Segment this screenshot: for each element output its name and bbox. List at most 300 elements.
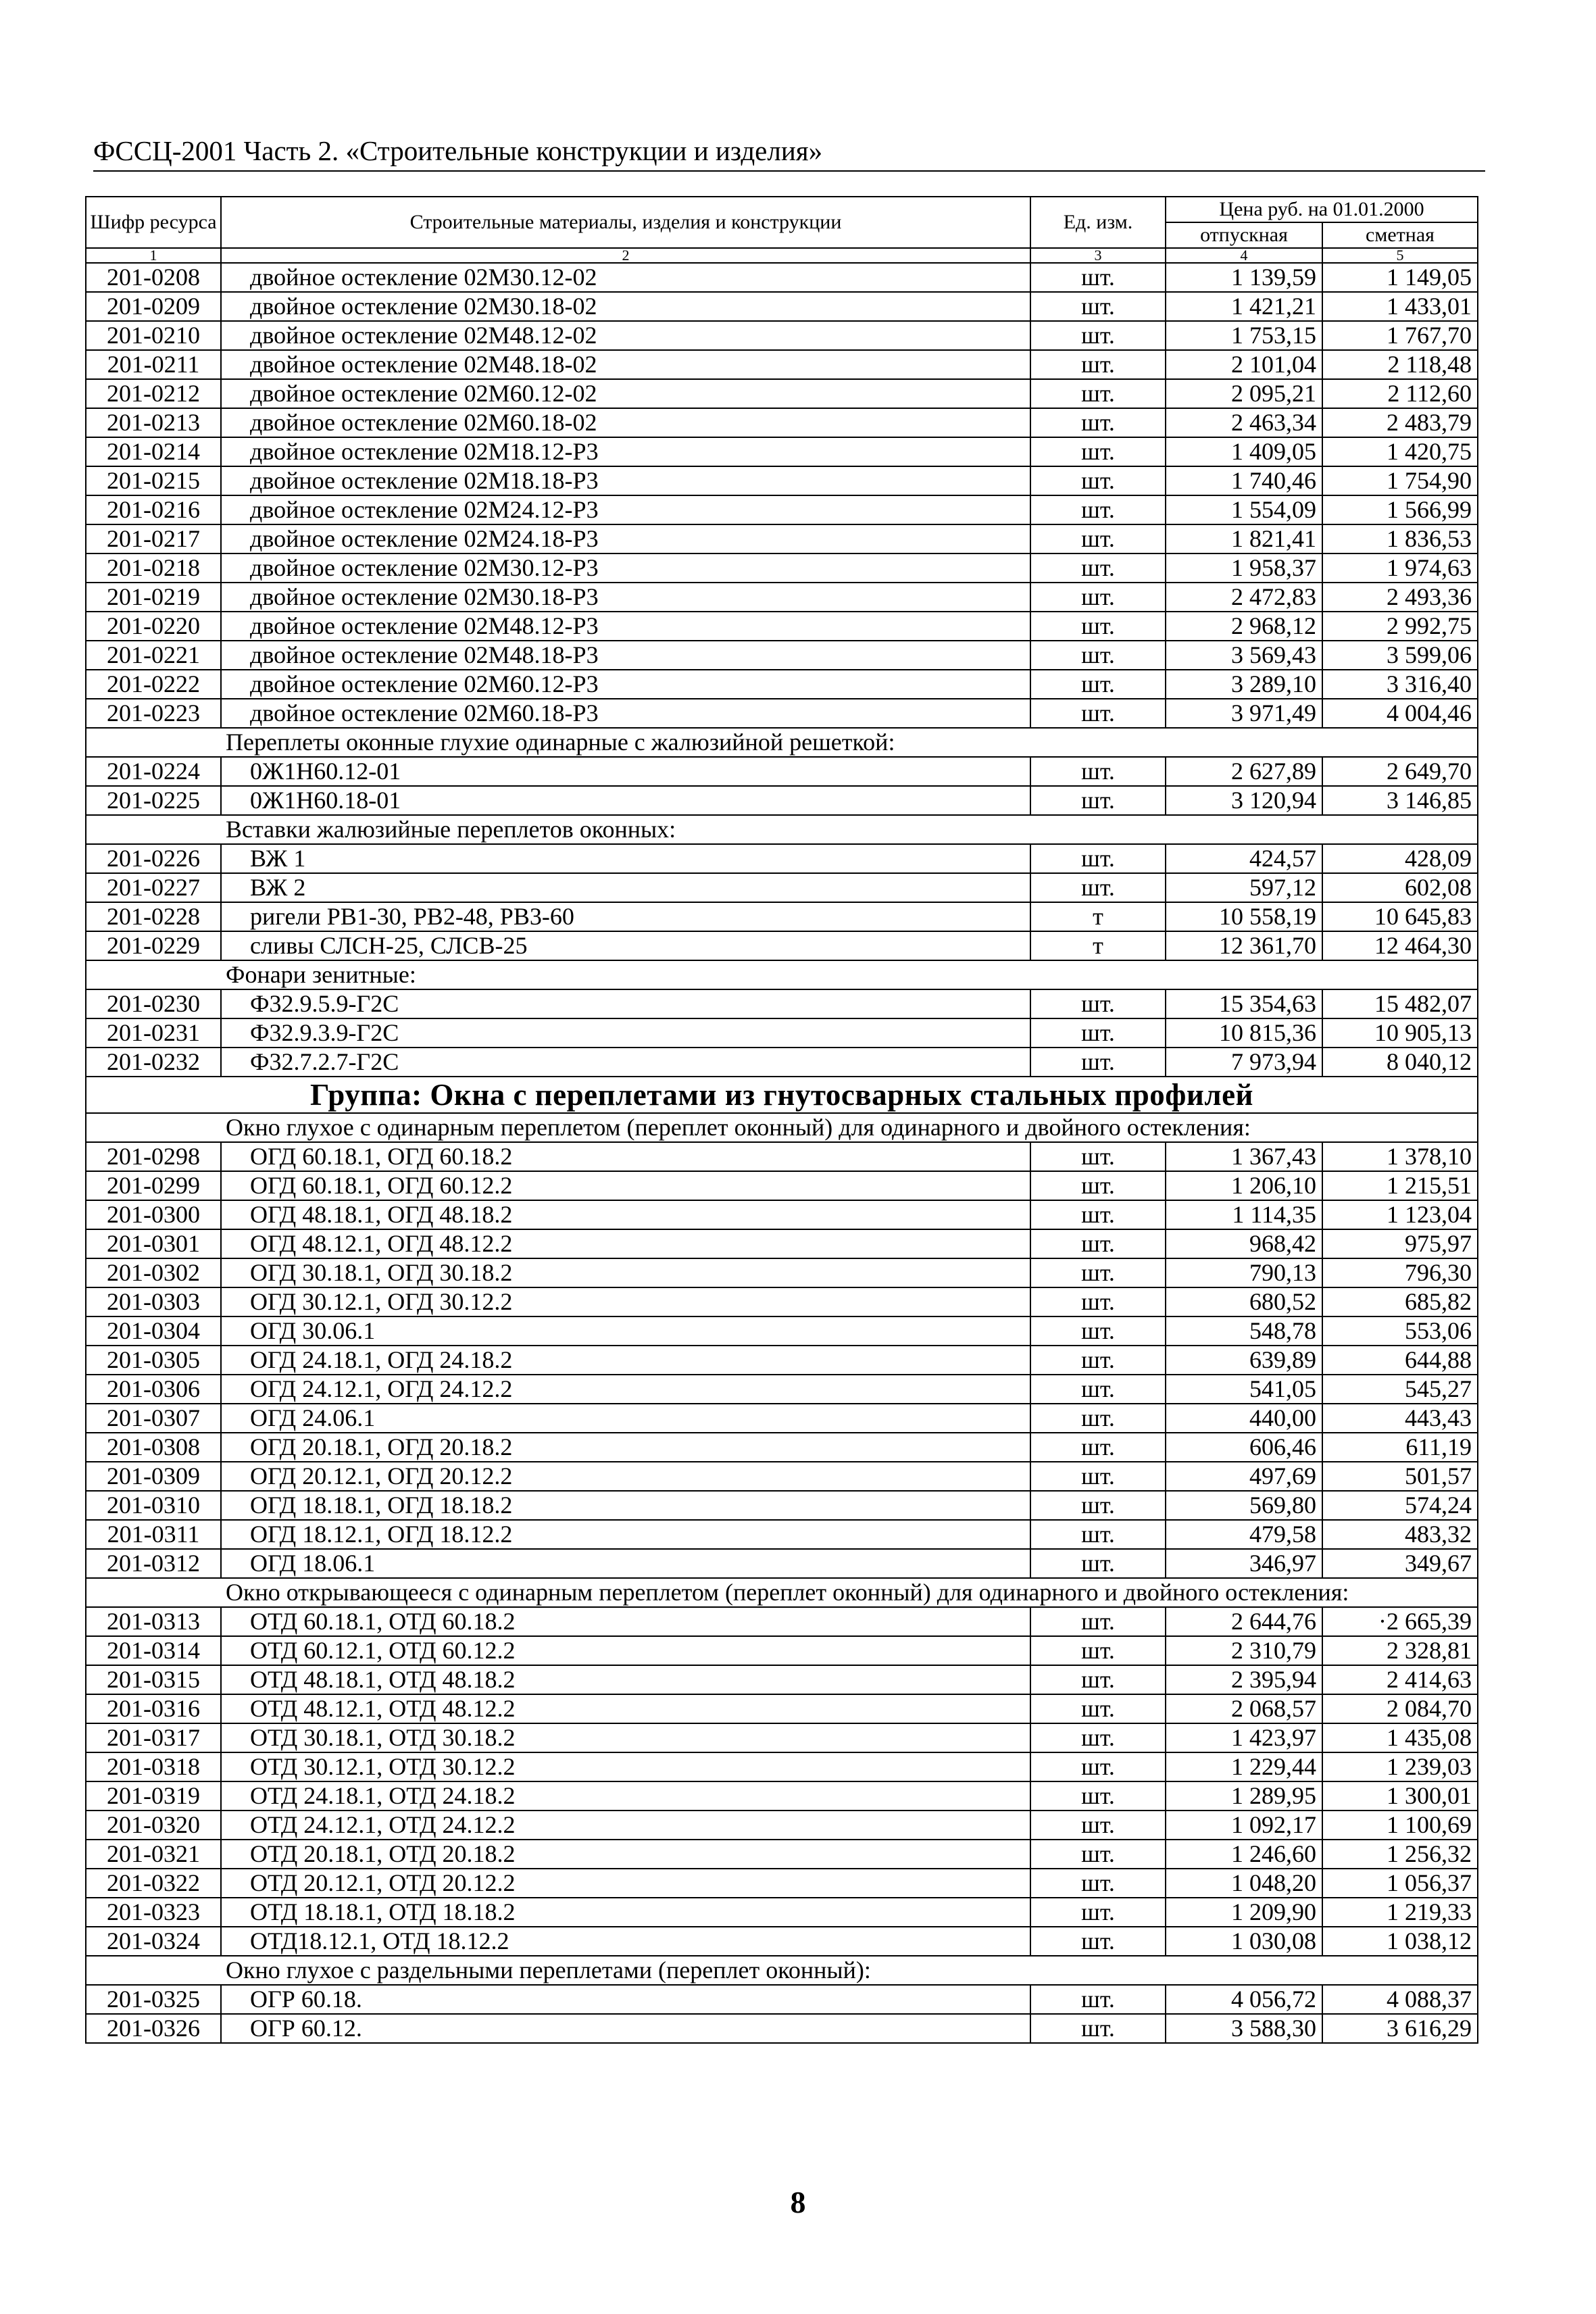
release-price-cell: 1 421,21: [1166, 292, 1322, 321]
material-name-cell: ОТД 30.12.1, ОТД 30.12.2: [221, 1752, 1030, 1781]
material-name-cell: ВЖ 1: [221, 844, 1030, 873]
estimate-price-cell: 1 836,53: [1322, 524, 1478, 553]
material-name-cell: ОТД 60.18.1, ОТД 60.18.2: [221, 1607, 1030, 1636]
material-name-cell: ОТД18.12.1, ОТД 18.12.2: [221, 1927, 1030, 1956]
material-name-cell: двойное остекление 02М30.18-02: [221, 292, 1030, 321]
unit-cell: шт.: [1030, 1636, 1166, 1665]
table-row: [86, 931, 1478, 960]
table-row: [86, 2014, 1478, 2043]
material-name-cell: ОТД 24.18.1, ОТД 24.18.2: [221, 1781, 1030, 1811]
material-name-cell: ОТД 20.12.1, ОТД 20.12.2: [221, 1869, 1030, 1898]
estimate-price-cell: 1 566,99: [1322, 495, 1478, 524]
material-name-cell: 0Ж1Н60.12-01: [221, 757, 1030, 786]
table-row: [86, 1018, 1478, 1048]
estimate-price-cell: 2 483,79: [1322, 408, 1478, 437]
table-row: [86, 1287, 1478, 1316]
release-price-cell: 479,58: [1166, 1520, 1322, 1549]
estimate-price-cell: ·2 665,39: [1322, 1607, 1478, 1636]
table-row: [86, 1752, 1478, 1781]
material-name-cell: двойное остекление 02М48.18-Р3: [221, 641, 1030, 670]
table-row: [86, 1811, 1478, 1840]
estimate-price-cell: 12 464,30: [1322, 931, 1478, 960]
unit-cell: шт.: [1030, 1229, 1166, 1258]
release-price-cell: 1 423,97: [1166, 1723, 1322, 1752]
material-name-cell: сливы СЛСН-25, СЛСВ-25: [221, 931, 1030, 960]
resource-code-cell: 201-0221: [86, 641, 221, 670]
estimate-price-cell: 1 378,10: [1322, 1142, 1478, 1171]
price-table-wrapper: [85, 196, 1477, 2044]
estimate-price-cell: 3 316,40: [1322, 670, 1478, 699]
material-name-cell: двойное остекление 02М30.12-02: [221, 263, 1030, 292]
release-price-cell: 497,69: [1166, 1462, 1322, 1491]
estimate-price-cell: 1 215,51: [1322, 1171, 1478, 1200]
unit-cell: шт.: [1030, 757, 1166, 786]
material-name-cell: ОГД 60.18.1, ОГД 60.18.2: [221, 1142, 1030, 1171]
release-price-cell: 1 209,90: [1166, 1898, 1322, 1927]
resource-code-cell: 201-0325: [86, 1985, 221, 2014]
material-name-cell: ОГД 24.12.1, ОГД 24.12.2: [221, 1375, 1030, 1404]
unit-cell: шт.: [1030, 612, 1166, 641]
resource-code-cell: 201-0322: [86, 1869, 221, 1898]
estimate-price-cell: 796,30: [1322, 1258, 1478, 1287]
material-name-cell: двойное остекление 02М18.18-Р3: [221, 466, 1030, 495]
unit-cell: шт.: [1030, 1287, 1166, 1316]
release-price-cell: 680,52: [1166, 1287, 1322, 1316]
material-name-cell: ОГР 60.12.: [221, 2014, 1030, 2043]
resource-code-cell: 201-0227: [86, 873, 221, 902]
unit-cell: т: [1030, 902, 1166, 931]
estimate-price-cell: 8 040,12: [1322, 1048, 1478, 1077]
estimate-price-cell: 2 992,75: [1322, 612, 1478, 641]
section-heading-row: [86, 1578, 1478, 1607]
section-heading-row: [86, 1113, 1478, 1142]
estimate-price-cell: 2 414,63: [1322, 1665, 1478, 1694]
resource-code-cell: 201-0317: [86, 1723, 221, 1752]
estimate-price-cell: 1 300,01: [1322, 1781, 1478, 1811]
table-row: [86, 1636, 1478, 1665]
release-price-cell: 15 354,63: [1166, 989, 1322, 1018]
column-header-price-estimate: сметная: [1322, 222, 1478, 248]
unit-cell: шт.: [1030, 786, 1166, 815]
resource-code-cell: 201-0208: [86, 263, 221, 292]
estimate-price-cell: 1 056,37: [1322, 1869, 1478, 1898]
estimate-price-cell: 1 420,75: [1322, 437, 1478, 466]
unit-cell: шт.: [1030, 2014, 1166, 2043]
section-heading: Фонари зенитные:: [86, 960, 1478, 989]
section-heading: Окно глухое с раздельными переплетами (переплет оконный):: [86, 1956, 1478, 1985]
release-price-cell: 1 114,35: [1166, 1200, 1322, 1229]
release-price-cell: 1 753,15: [1166, 321, 1322, 350]
release-price-cell: 1 206,10: [1166, 1171, 1322, 1200]
estimate-price-cell: 1 100,69: [1322, 1811, 1478, 1840]
unit-cell: шт.: [1030, 1694, 1166, 1723]
estimate-price-cell: 611,19: [1322, 1433, 1478, 1462]
release-price-cell: 2 395,94: [1166, 1665, 1322, 1694]
resource-code-cell: 201-0224: [86, 757, 221, 786]
table-row: [86, 321, 1478, 350]
resource-code-cell: 201-0219: [86, 583, 221, 612]
unit-cell: шт.: [1030, 1549, 1166, 1578]
material-name-cell: ОГД 18.18.1, ОГД 18.18.2: [221, 1491, 1030, 1520]
table-row: [86, 1898, 1478, 1927]
material-name-cell: ОТД 60.12.1, ОТД 60.12.2: [221, 1636, 1030, 1665]
estimate-price-cell: 574,24: [1322, 1491, 1478, 1520]
unit-cell: шт.: [1030, 350, 1166, 379]
material-name-cell: Ф32.7.2.7-Г2С: [221, 1048, 1030, 1077]
resource-code-cell: 201-0225: [86, 786, 221, 815]
resource-code-cell: 201-0222: [86, 670, 221, 699]
release-price-cell: 2 472,83: [1166, 583, 1322, 612]
release-price-cell: 569,80: [1166, 1491, 1322, 1520]
resource-code-cell: 201-0309: [86, 1462, 221, 1491]
estimate-price-cell: 1 256,32: [1322, 1840, 1478, 1869]
material-name-cell: двойное остекление 02М24.12-Р3: [221, 495, 1030, 524]
table-row: [86, 902, 1478, 931]
table-row: [86, 292, 1478, 321]
unit-cell: шт.: [1030, 495, 1166, 524]
table-row: [86, 1048, 1478, 1077]
unit-cell: шт.: [1030, 1723, 1166, 1752]
resource-code-cell: 201-0318: [86, 1752, 221, 1781]
table-row: [86, 1723, 1478, 1752]
column-number: 4: [1166, 248, 1322, 263]
material-name-cell: ОГД 48.12.1, ОГД 48.12.2: [221, 1229, 1030, 1258]
resource-code-cell: 201-0229: [86, 931, 221, 960]
resource-code-cell: 201-0311: [86, 1520, 221, 1549]
unit-cell: шт.: [1030, 1346, 1166, 1375]
material-name-cell: двойное остекление 02М30.18-Р3: [221, 583, 1030, 612]
release-price-cell: 7 973,94: [1166, 1048, 1322, 1077]
unit-cell: шт.: [1030, 1316, 1166, 1346]
release-price-cell: 1 740,46: [1166, 466, 1322, 495]
estimate-price-cell: 1 754,90: [1322, 466, 1478, 495]
resource-code-cell: 201-0303: [86, 1287, 221, 1316]
release-price-cell: 2 101,04: [1166, 350, 1322, 379]
release-price-cell: 1 229,44: [1166, 1752, 1322, 1781]
estimate-price-cell: 685,82: [1322, 1287, 1478, 1316]
release-price-cell: 1 092,17: [1166, 1811, 1322, 1840]
release-price-cell: 1 409,05: [1166, 437, 1322, 466]
resource-code-cell: 201-0299: [86, 1171, 221, 1200]
page-header: ФССЦ-2001 Часть 2. «Строительные конструкции и изделия»: [93, 135, 823, 166]
table-row: [86, 1258, 1478, 1287]
resource-code-cell: 201-0209: [86, 292, 221, 321]
release-price-cell: 639,89: [1166, 1346, 1322, 1375]
material-name-cell: ОГД 24.06.1: [221, 1404, 1030, 1433]
unit-cell: шт.: [1030, 670, 1166, 699]
table-row: [86, 408, 1478, 437]
resource-code-cell: 201-0216: [86, 495, 221, 524]
table-row: [86, 1665, 1478, 1694]
estimate-price-cell: 2 649,70: [1322, 757, 1478, 786]
release-price-cell: 968,42: [1166, 1229, 1322, 1258]
section-heading-row: [86, 815, 1478, 844]
estimate-price-cell: 1 433,01: [1322, 292, 1478, 321]
resource-code-cell: 201-0304: [86, 1316, 221, 1346]
resource-code-cell: 201-0308: [86, 1433, 221, 1462]
column-header-unit: Ед. изм.: [1030, 197, 1166, 248]
resource-code-cell: 201-0323: [86, 1898, 221, 1927]
release-price-cell: 1 821,41: [1166, 524, 1322, 553]
estimate-price-cell: 2 328,81: [1322, 1636, 1478, 1665]
unit-cell: шт.: [1030, 1142, 1166, 1171]
unit-cell: шт.: [1030, 263, 1166, 292]
estimate-price-cell: 501,57: [1322, 1462, 1478, 1491]
unit-cell: шт.: [1030, 1491, 1166, 1520]
unit-cell: шт.: [1030, 321, 1166, 350]
table-row: [86, 1200, 1478, 1229]
table-row: [86, 1985, 1478, 2014]
material-name-cell: Ф32.9.3.9-Г2С: [221, 1018, 1030, 1048]
material-name-cell: ОГД 30.12.1, ОГД 30.12.2: [221, 1287, 1030, 1316]
table-row: [86, 495, 1478, 524]
material-name-cell: ОГД 24.18.1, ОГД 24.18.2: [221, 1346, 1030, 1375]
table-row: [86, 1229, 1478, 1258]
release-price-cell: 2 310,79: [1166, 1636, 1322, 1665]
unit-cell: шт.: [1030, 1375, 1166, 1404]
table-row: [86, 844, 1478, 873]
group-heading-row: [86, 1077, 1478, 1113]
unit-cell: шт.: [1030, 1869, 1166, 1898]
column-number: 5: [1322, 248, 1478, 263]
unit-cell: шт.: [1030, 1404, 1166, 1433]
estimate-price-cell: 545,27: [1322, 1375, 1478, 1404]
estimate-price-cell: 1 767,70: [1322, 321, 1478, 350]
estimate-price-cell: 10 905,13: [1322, 1018, 1478, 1048]
header-rule: [93, 170, 1485, 172]
resource-code-cell: 201-0230: [86, 989, 221, 1018]
estimate-price-cell: 644,88: [1322, 1346, 1478, 1375]
resource-code-cell: 201-0218: [86, 553, 221, 583]
column-number: 2: [221, 248, 1030, 263]
unit-cell: шт.: [1030, 466, 1166, 495]
resource-code-cell: 201-0217: [86, 524, 221, 553]
unit-cell: т: [1030, 931, 1166, 960]
release-price-cell: 541,05: [1166, 1375, 1322, 1404]
resource-code-cell: 201-0214: [86, 437, 221, 466]
section-heading: Вставки жалюзийные переплетов оконных:: [86, 815, 1478, 844]
estimate-price-cell: 1 038,12: [1322, 1927, 1478, 1956]
table-row: [86, 1316, 1478, 1346]
release-price-cell: 2 644,76: [1166, 1607, 1322, 1636]
material-name-cell: двойное остекление 02М60.18-02: [221, 408, 1030, 437]
resource-code-cell: 201-0310: [86, 1491, 221, 1520]
release-price-cell: 3 588,30: [1166, 2014, 1322, 2043]
release-price-cell: 2 463,34: [1166, 408, 1322, 437]
release-price-cell: 424,57: [1166, 844, 1322, 873]
resource-code-cell: 201-0226: [86, 844, 221, 873]
resource-code-cell: 201-0223: [86, 699, 221, 728]
table-row: [86, 1694, 1478, 1723]
material-name-cell: ОТД 24.12.1, ОТД 24.12.2: [221, 1811, 1030, 1840]
table-row: [86, 1491, 1478, 1520]
table-row: [86, 524, 1478, 553]
table-row: [86, 1869, 1478, 1898]
estimate-price-cell: 1 123,04: [1322, 1200, 1478, 1229]
release-price-cell: 1 554,09: [1166, 495, 1322, 524]
release-price-cell: 2 068,57: [1166, 1694, 1322, 1723]
estimate-price-cell: 2 084,70: [1322, 1694, 1478, 1723]
material-name-cell: ОГД 30.18.1, ОГД 30.18.2: [221, 1258, 1030, 1287]
unit-cell: шт.: [1030, 553, 1166, 583]
section-heading-row: [86, 728, 1478, 757]
resource-code-cell: 201-0315: [86, 1665, 221, 1694]
release-price-cell: 1 367,43: [1166, 1142, 1322, 1171]
release-price-cell: 3 971,49: [1166, 699, 1322, 728]
estimate-price-cell: 3 616,29: [1322, 2014, 1478, 2043]
unit-cell: шт.: [1030, 437, 1166, 466]
material-name-cell: ОТД 30.18.1, ОТД 30.18.2: [221, 1723, 1030, 1752]
unit-cell: шт.: [1030, 989, 1166, 1018]
column-header-code: Шифр ресурса: [86, 197, 221, 248]
unit-cell: шт.: [1030, 699, 1166, 728]
material-name-cell: ВЖ 2: [221, 873, 1030, 902]
release-price-cell: 440,00: [1166, 1404, 1322, 1433]
unit-cell: шт.: [1030, 1258, 1166, 1287]
unit-cell: шт.: [1030, 583, 1166, 612]
estimate-price-cell: 602,08: [1322, 873, 1478, 902]
resource-code-cell: 201-0213: [86, 408, 221, 437]
section-heading: Окно глухое с одинарным переплетом (переплет оконный) для одинарного и двойного остекления:: [86, 1113, 1478, 1142]
unit-cell: шт.: [1030, 1171, 1166, 1200]
column-number: 1: [86, 248, 221, 263]
table-body: [86, 263, 1478, 2043]
material-name-cell: ОГД 20.12.1, ОГД 20.12.2: [221, 1462, 1030, 1491]
estimate-price-cell: 553,06: [1322, 1316, 1478, 1346]
resource-code-cell: 201-0324: [86, 1927, 221, 1956]
table-row: [86, 1171, 1478, 1200]
resource-code-cell: 201-0316: [86, 1694, 221, 1723]
release-price-cell: 597,12: [1166, 873, 1322, 902]
table-row: [86, 1927, 1478, 1956]
release-price-cell: 2 095,21: [1166, 379, 1322, 408]
estimate-price-cell: 1 974,63: [1322, 553, 1478, 583]
unit-cell: шт.: [1030, 1840, 1166, 1869]
release-price-cell: 1 139,59: [1166, 263, 1322, 292]
resource-code-cell: 201-0300: [86, 1200, 221, 1229]
unit-cell: шт.: [1030, 408, 1166, 437]
resource-code-cell: 201-0313: [86, 1607, 221, 1636]
section-heading: Переплеты оконные глухие одинарные с жалюзийной решеткой:: [86, 728, 1478, 757]
column-number: 3: [1030, 248, 1166, 263]
material-name-cell: ОГД 18.06.1: [221, 1549, 1030, 1578]
resource-code-cell: 201-0215: [86, 466, 221, 495]
table-row: [86, 1840, 1478, 1869]
table-row: [86, 553, 1478, 583]
release-price-cell: 10 558,19: [1166, 902, 1322, 931]
material-name-cell: ОТД 48.12.1, ОТД 48.12.2: [221, 1694, 1030, 1723]
group-heading: [86, 1077, 1478, 1113]
resource-code-cell: 201-0228: [86, 902, 221, 931]
estimate-price-cell: 349,67: [1322, 1549, 1478, 1578]
column-header-name: Строительные материалы, изделия и конструкции: [221, 197, 1030, 248]
resource-code-cell: 201-0312: [86, 1549, 221, 1578]
group-heading-text: Группа: Окна с переплетами из гнутосварных стальных профилей: [310, 1078, 1253, 1112]
release-price-cell: 1 246,60: [1166, 1840, 1322, 1869]
table-row: [86, 1462, 1478, 1491]
estimate-price-cell: 3 599,06: [1322, 641, 1478, 670]
estimate-price-cell: 2 493,36: [1322, 583, 1478, 612]
estimate-price-cell: 10 645,83: [1322, 902, 1478, 931]
material-name-cell: двойное остекление 02М60.12-02: [221, 379, 1030, 408]
resource-code-cell: 201-0298: [86, 1142, 221, 1171]
unit-cell: шт.: [1030, 1665, 1166, 1694]
material-name-cell: ОТД 20.18.1, ОТД 20.18.2: [221, 1840, 1030, 1869]
release-price-cell: 2 968,12: [1166, 612, 1322, 641]
estimate-price-cell: 2 118,48: [1322, 350, 1478, 379]
unit-cell: шт.: [1030, 1898, 1166, 1927]
table-row: [86, 1549, 1478, 1578]
table-row: [86, 1520, 1478, 1549]
material-name-cell: двойное остекление 02М48.12-02: [221, 321, 1030, 350]
resource-code-cell: 201-0314: [86, 1636, 221, 1665]
estimate-price-cell: 1 435,08: [1322, 1723, 1478, 1752]
table-row: [86, 612, 1478, 641]
estimate-price-cell: 483,32: [1322, 1520, 1478, 1549]
table-row: [86, 583, 1478, 612]
estimate-price-cell: 428,09: [1322, 844, 1478, 873]
estimate-price-cell: 1 239,03: [1322, 1752, 1478, 1781]
resource-code-cell: 201-0321: [86, 1840, 221, 1869]
resource-code-cell: 201-0320: [86, 1811, 221, 1840]
table-row: [86, 670, 1478, 699]
resource-code-cell: 201-0210: [86, 321, 221, 350]
estimate-price-cell: 443,43: [1322, 1404, 1478, 1433]
unit-cell: шт.: [1030, 873, 1166, 902]
material-name-cell: двойное остекление 02М48.12-Р3: [221, 612, 1030, 641]
resource-code-cell: 201-0232: [86, 1048, 221, 1077]
page-number: 8: [790, 2185, 806, 2219]
table-row: [86, 466, 1478, 495]
section-heading-row: [86, 960, 1478, 989]
release-price-cell: 3 569,43: [1166, 641, 1322, 670]
table-row: [86, 1142, 1478, 1171]
table-row: [86, 641, 1478, 670]
resource-code-cell: 201-0231: [86, 1018, 221, 1048]
unit-cell: шт.: [1030, 1927, 1166, 1956]
unit-cell: шт.: [1030, 1985, 1166, 2014]
material-name-cell: Ф32.9.5.9-Г2С: [221, 989, 1030, 1018]
material-name-cell: ОГД 20.18.1, ОГД 20.18.2: [221, 1433, 1030, 1462]
table-row: [86, 873, 1478, 902]
estimate-price-cell: 15 482,07: [1322, 989, 1478, 1018]
table-row: [86, 699, 1478, 728]
material-name-cell: двойное остекление 02М48.18-02: [221, 350, 1030, 379]
unit-cell: шт.: [1030, 844, 1166, 873]
table-row: [86, 379, 1478, 408]
estimate-price-cell: 1 149,05: [1322, 263, 1478, 292]
release-price-cell: 346,97: [1166, 1549, 1322, 1578]
price-table: [85, 196, 1478, 2044]
table-row: [86, 1375, 1478, 1404]
release-price-cell: 548,78: [1166, 1316, 1322, 1346]
material-name-cell: ОГД 60.18.1, ОГД 60.12.2: [221, 1171, 1030, 1200]
material-name-cell: ОГД 30.06.1: [221, 1316, 1030, 1346]
table-row: [86, 989, 1478, 1018]
column-header-price-release: отпускная: [1166, 222, 1322, 248]
material-name-cell: 0Ж1Н60.18-01: [221, 786, 1030, 815]
material-name-cell: двойное остекление 02М18.12-Р3: [221, 437, 1030, 466]
estimate-price-cell: 4 004,46: [1322, 699, 1478, 728]
material-name-cell: двойное остекление 02М60.18-Р3: [221, 699, 1030, 728]
unit-cell: шт.: [1030, 1520, 1166, 1549]
table-row: [86, 757, 1478, 786]
unit-cell: шт.: [1030, 1811, 1166, 1840]
table-row: [86, 786, 1478, 815]
table-row: [86, 1781, 1478, 1811]
estimate-price-cell: 3 146,85: [1322, 786, 1478, 815]
unit-cell: шт.: [1030, 292, 1166, 321]
